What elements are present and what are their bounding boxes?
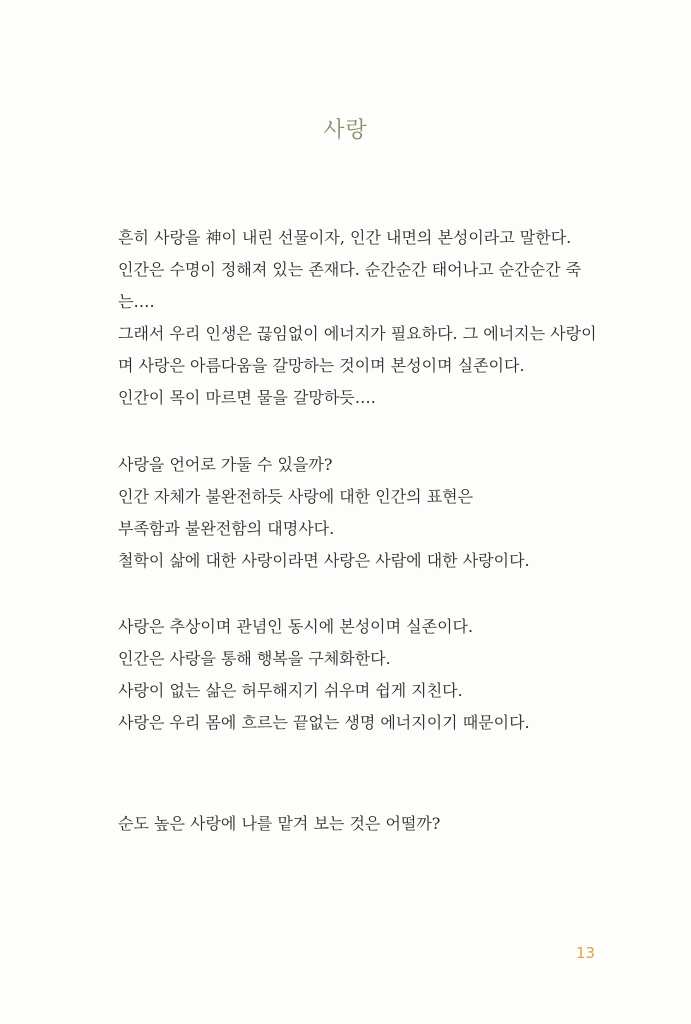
body-line: 흔히 사랑을 神이 내린 선물이자, 인간 내면의 본성이라고 말한다. xyxy=(118,228,572,247)
body-line: 인간 자체가 불완전하듯 사랑에 대한 인간의 표현은 xyxy=(118,487,474,506)
body-line: 는…. xyxy=(118,292,155,311)
body-line: 사랑은 추상이며 관념인 동시에 본성이며 실존이다. xyxy=(118,617,474,636)
body-line: 며 사랑은 아름다움을 갈망하는 것이며 본성이며 실존이다. xyxy=(118,356,525,375)
body-line: 인간이 목이 마르면 물을 갈망하듯…. xyxy=(118,388,376,407)
body-line: 부족함과 불완전함의 대명사다. xyxy=(118,519,335,538)
page-title: 사랑 xyxy=(323,118,368,143)
body-line: 인간은 사랑을 통해 행복을 구체화한다. xyxy=(118,649,391,668)
body-line: 사랑을 언어로 가둘 수 있을까? xyxy=(118,455,333,474)
body-line: 인간은 수명이 정해져 있는 존재다. 순간순간 태어나고 순간순간 죽 xyxy=(118,260,582,279)
body-line: 사랑은 우리 몸에 흐르는 끝없는 생명 에너지이기 때문이다. xyxy=(118,713,530,732)
body-line: 그래서 우리 인생은 끊임없이 에너지가 필요하다. 그 에너지는 사랑이 xyxy=(118,324,597,343)
body-line: 철학이 삶에 대한 사랑이라면 사랑은 사람에 대한 사랑이다. xyxy=(118,551,530,570)
body-line: 사랑이 없는 삶은 허무해지기 쉬우며 쉽게 지친다. xyxy=(118,681,463,700)
page-number: 13 xyxy=(576,944,596,962)
closing-line: 순도 높은 사랑에 나를 맡겨 보는 것은 어떨까? xyxy=(118,814,441,833)
